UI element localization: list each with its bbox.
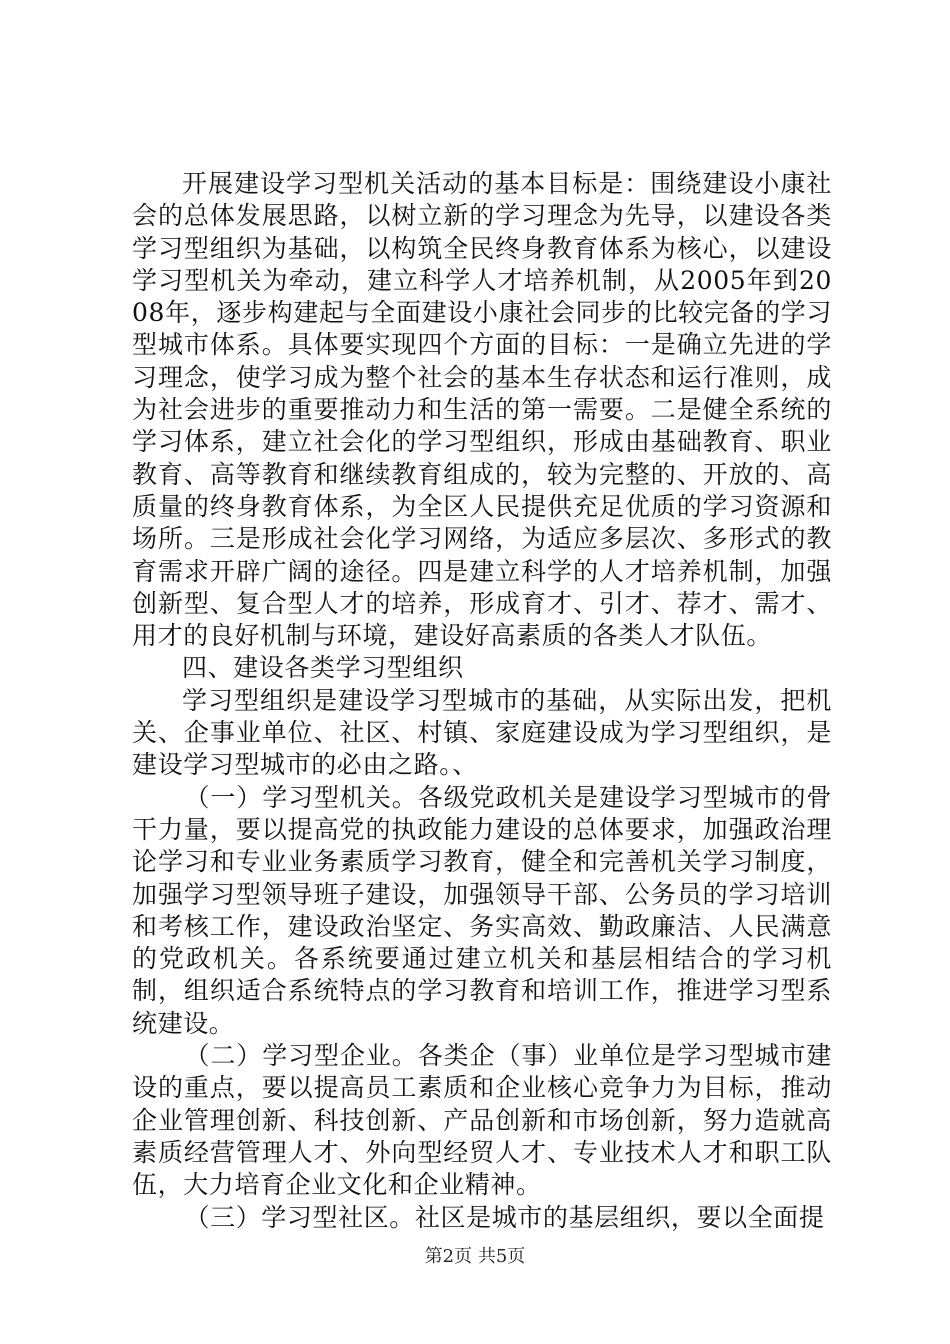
- page-footer: [0, 1246, 950, 1268]
- section-heading-four: 四、建设各类学习型组织: [182, 653, 464, 683]
- paragraph-learning-enterprises: （二）学习型企业。各类企（事）业单位是学习型城市建设的重点，要以提高员工素质和企业核心竞争力为目标，推动企业管理创新、科技创新、产品创新和市场创新，努力造就高素质经营管理人才、外向型经贸人才、专业技术人才和职工队伍，大力培育企业文化和企业精神。: [132, 1041, 832, 1200]
- paragraph-learning-agencies: （一）学习型机关。各级党政机关是建设学习型城市的骨干力量，要以提高党的执政能力建设的总体要求，加强政治理论学习和专业业务素质学习教育，健全和完善机关学习制度，加强学习型领导班子建设，加强领导干部、公务员的学习培训和考核工作，建设政治坚定、务实高效、勤政廉洁、人民满意的党政机关。各系统要通过建立机关和基层相结合的学习机制，组织适合系统特点的学习教育和培训工作，推进学习型系统建设。: [132, 782, 832, 1038]
- document-body: [132, 168, 832, 1234]
- page-number-label: 第2页 共5页: [424, 1246, 526, 1267]
- paragraph-basic-goals: 开展建设学习型机关活动的基本目标是：围绕建设小康社会的总体发展思路，以树立新的学习理念为先导，以建设各类学习型组织为基础，以构筑全民终身教育体系为核心，以建设学习型机关为牵动，建立科学人才培养机制，从2005年到2008年，逐步构建起与全面建设小康社会同步的比较完备的学习型城市体系。具体要实现四个方面的目标：一是确立先进的学习理念，使学习成为整个社会的基本生存状态和运行准则，成为社会进步的重要推动力和生活的第一需要。二是健全系统的学习体系，建立社会化的学习型组织，形成由基础教育、职业教育、高等教育和继续教育组成的，较为完整的、开放的、高质量的终身教育体系，为全区人民提供充足优质的学习资源和场所。三是形成社会化学习网络，为适应多层次、多形式的教育需求开辟广阔的途径。四是建立科学的人才培养机制，加强创新型、复合型人才的培养，形成育才、引才、荐才、需才、用才的良好机制与环境，建设好高素质的各类人才队伍。: [132, 169, 832, 651]
- paragraph-learning-organizations: 学习型组织是建设学习型城市的基础，从实际出发，把机关、企事业单位、社区、村镇、家庭建设成为学习型组织，是建设学习型城市的必由之路。、: [132, 685, 832, 780]
- paragraph-learning-communities: （三）学习型社区。社区是城市的基层组织，要以全面提: [184, 1202, 825, 1232]
